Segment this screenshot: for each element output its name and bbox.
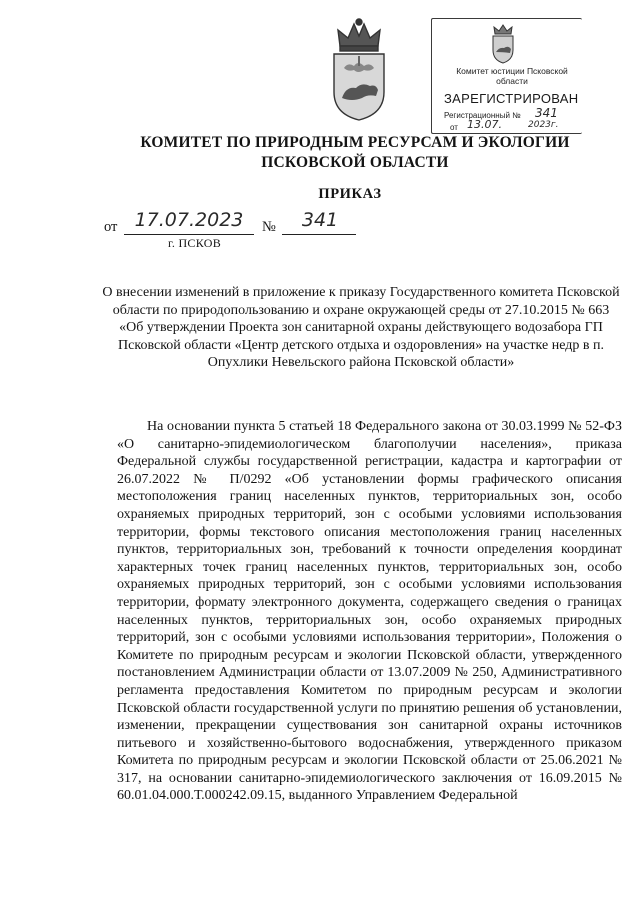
stamp-reg-label: Регистрационный № — [444, 111, 521, 120]
date-underline — [124, 234, 254, 235]
stamp-organization: Комитет юстиции Псковской области — [456, 66, 568, 86]
stamp-date-prefix: от — [450, 123, 458, 132]
order-subject: О внесении изменений в приложение к приказу Государственного комитета Псковской области по природопользованию и охране окружающей среды от 27.10.2015 № 663 «Об утверждении Проекта зон санитарной охраны действующего водозабора ГП Псковской области «Центр детского отдыха и оздоровления» на участке недр в п. Опухлики Невельского района Псковской области» — [102, 285, 620, 371]
order-date: 17.07.2023 — [134, 209, 244, 231]
body-paragraph: На основании пункта 5 статьей 18 Федерального закона от 30.03.1999 № 52-ФЗ «О санитарно-эпидемиологическом благополучии населения», приказа Федеральной службы государственной регистрации, кадастра и картографии от 26.07.2022 № П/0292 «Об установлении формы графического описания местоположения границ населенных пунктов, территориальных зон, особо охраняемых природных территорий, зон с особыми условиями использования территории, формы текстового описания местоположения границ населенных пунктов, территориальных зон, требований к точности определения координат характерных точек границ населенных пунктов, территориальных зон, особо охраняемых природных территорий, зон с особыми условиями использования территории, формату электронного документа, содержащего сведения о границах населенных пунктов, территориальных зон, особо охраняемых природных территорий, зон с особыми условиями использования территории», Положения о Комитете по природным ресурсам и экологии Псковской области, утвержденного постановлением Администрации области от 13.07.2009 № 250, Административного регламента предоставления Комитетом по природным ресурсам и экологии Псковской области государственной услуги по принятию решения об установлении, изменении, прекращении существования зон санитарной охраны источников питьевого и хозяйственно-бытового водоснабжения, утвержденного приказом Комитета по природным ресурсам и экологии Псковской области от 25.06.2021 № 317, на основании санитарно-эпидемиологического заключения от 16.09.2015 № 60.01.04.000.Т.000242.09.15, выданного Управлением Федеральной — [117, 419, 622, 804]
stamp-year-value: 2023г. — [528, 120, 559, 130]
stamp-status: ЗАРЕГИСТРИРОВАН — [444, 91, 579, 106]
organization-title: КОМИТЕТ ПО ПРИРОДНЫМ РЕСУРСАМ И ЭКОЛОГИИ ПСКОВСКОЙ ОБЛАСТИ — [140, 134, 570, 171]
number-label: № — [262, 219, 276, 235]
order-number: 341 — [301, 209, 339, 231]
date-prefix: от — [104, 219, 118, 235]
stamp-emblem-icon — [486, 24, 520, 64]
stamp-date-value: 13.07. — [467, 118, 502, 131]
city: г. ПСКОВ — [168, 236, 222, 250]
number-underline — [282, 234, 356, 235]
coat-of-arms-emblem — [318, 16, 400, 124]
document-type: ПРИКАЗ — [318, 186, 382, 202]
stamp-reg-number: 341 — [535, 106, 558, 120]
registration-stamp — [431, 18, 582, 134]
